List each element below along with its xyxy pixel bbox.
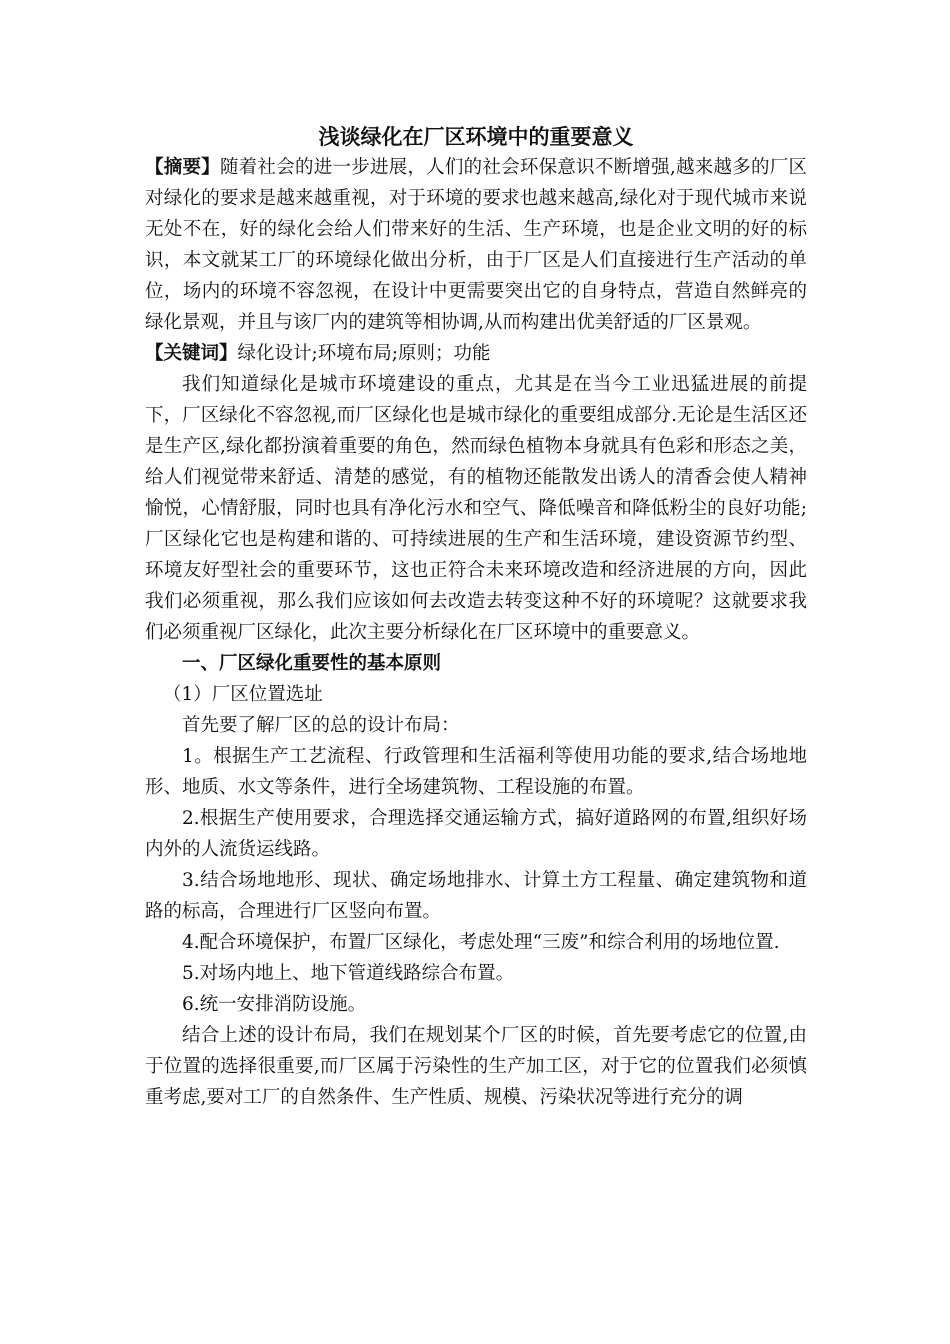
- abstract-paragraph: [145, 152, 807, 338]
- keywords-label: 【关键词】: [145, 343, 238, 364]
- document-title: 浅谈绿化在厂区环境中的重要意义: [318, 124, 634, 149]
- list-item: 5.对场内地上、地下管道线路综合布置。: [182, 963, 515, 984]
- list-item: 3.结合场地地形、现状、确定场地排水、计算土方工程量、确定建筑物和道路的标高，合理进行厂区竖向布置。: [145, 870, 807, 922]
- list-item: 1。根据生产工艺流程、行政管理和生活福利等使用功能的要求,结合场地地形、地质、水文等条件，进行全场建筑物、工程设施的布置。: [145, 746, 807, 798]
- list-item: 6.统一安排消防设施。: [182, 994, 367, 1015]
- document-body: [145, 122, 807, 1113]
- abstract-label: 【摘要】: [145, 157, 220, 178]
- section-heading: 一、厂区绿化重要性的基本原则: [182, 653, 442, 674]
- list-item: 2.根据生产使用要求，合理选择交通运输方式，搞好道路网的布置,组织好场内外的人流货运线路。: [145, 808, 807, 860]
- layout-intro-paragraph: 首先要了解厂区的总的设计布局：: [182, 715, 460, 736]
- subsection-heading: （1）厂区位置选址: [163, 684, 323, 705]
- closing-paragraph: 结合上述的设计布局，我们在规划某个厂区的时候，首先要考虑它的位置,由于位置的选择很重要,而厂区属于污染性的生产加工区，对于它的位置我们必须慎重考虑,要对工厂的自然条件、生产性质、规模、污染状况等进行充分的调: [145, 1025, 807, 1108]
- keywords-text: 绿化设计;环境布局;原则；功能: [237, 343, 491, 364]
- keywords-paragraph: [145, 338, 807, 369]
- list-item: 4.配合环境保护，布置厂区绿化，考虑处理“三废”和综合利用的场地位置.: [182, 932, 780, 953]
- abstract-text: 随着社会的进一步进展，人们的社会环保意识不断增强,越来越多的厂区对绿化的要求是越来越重视，对于环境的要求也越来越高,绿化对于现代城市来说无处不在，好的绿化会给人们带来好的生活、生产环境，也是企业文明的好的标识，本文就某工厂的环境绿化做出分析，由于厂区是人们直接进行生产活动的单位，场内的环境不容忽视，在设计中更需要突出它的自身特点，营造自然鲜亮的绿化景观，并且与该厂内的建筑等相协调,从而构建出优美舒适的厂区景观。: [145, 157, 807, 333]
- intro-paragraph: 我们知道绿化是城市环境建设的重点，尤其是在当今工业迅猛进展的前提下，厂区绿化不容忽视,而厂区绿化也是城市绿化的重要组成部分.无论是生活区还是生产区,绿化都扮演着重要的角色，然而绿色植物本身就具有色彩和形态之美，给人们视觉带来舒适、清楚的感觉，有的植物还能散发出诱人的清香会使人精神愉悦，心情舒服，同时也具有净化污水和空气、降低噪音和降低粉尘的良好功能;厂区绿化它也是构建和谐的、可持续进展的生产和生活环境，建设资源节约型、环境友好型社会的重要环节，这也正符合未来环境改造和经济进展的方向，因此我们必须重视，那么我们应该如何去改造去转变这种不好的环境呢？这就要求我们必须重视厂区绿化，此次主要分析绿化在厂区环境中的重要意义。: [145, 374, 807, 643]
